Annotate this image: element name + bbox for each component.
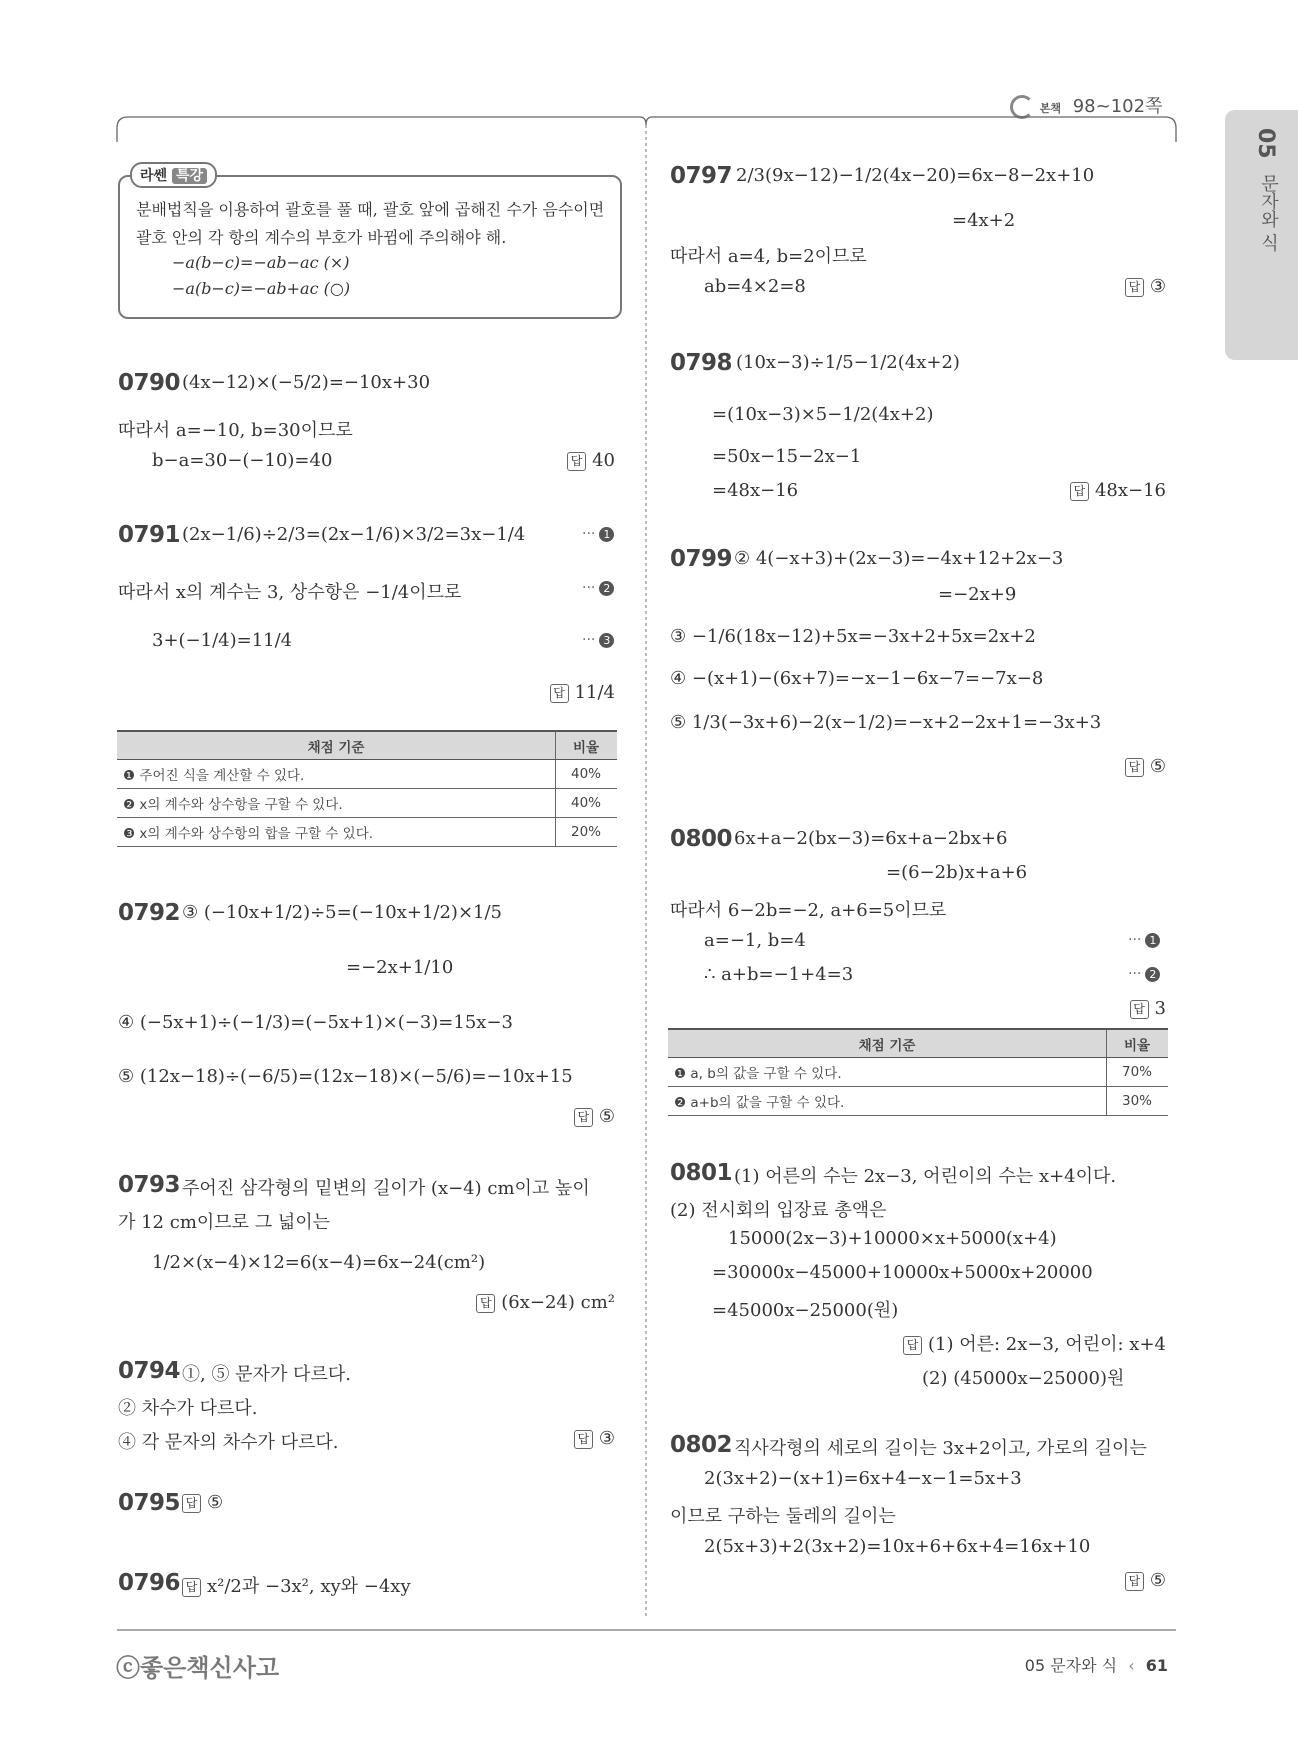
p0790-answer-text: 40 bbox=[592, 450, 615, 471]
chevron-left-icon: ‹ bbox=[1128, 1656, 1135, 1675]
table-row bbox=[668, 1087, 1168, 1116]
row-mark: ❶ bbox=[123, 768, 136, 784]
table-header-ratio: 비율 bbox=[1107, 1029, 1169, 1058]
p0798-line-1: (10x−3)÷1/5−1/2(4x+2) bbox=[736, 352, 960, 373]
p0800-line-2: =(6−2b)x+a+6 bbox=[886, 862, 1028, 883]
p0802-line-4: 2(5x+3)+2(3x+2)=10x+6+6x+4=16x+10 bbox=[704, 1536, 1091, 1557]
answer-icon: 답 bbox=[1125, 1572, 1144, 1591]
p0798-answer bbox=[1070, 480, 1166, 501]
problem-number-0800: 0800 bbox=[670, 826, 733, 852]
p0799-line-5: ⑤ 1/3(−3x+6)−2(x−1/2)=−x+2−2x+1=−3x+3 bbox=[670, 712, 1102, 733]
row-text: a, b의 값을 구할 수 있다. bbox=[690, 1066, 842, 1082]
p0801-answer-1 bbox=[903, 1330, 1166, 1356]
p0799-line-2: =−2x+9 bbox=[938, 584, 1017, 605]
row-ratio: 40% bbox=[556, 789, 618, 818]
p0799-answer bbox=[1125, 756, 1166, 777]
answer-icon: 답 bbox=[567, 452, 586, 471]
row-ratio: 20% bbox=[556, 818, 618, 847]
p0791-line-3: 3+(−1/4)=11/4 bbox=[152, 630, 293, 651]
problem-number-0791: 0791 bbox=[118, 522, 181, 548]
p0801-line-5: =45000x−25000(원) bbox=[712, 1300, 899, 1321]
answer-icon: 답 bbox=[182, 1578, 201, 1597]
tip-line-4: −a(b−c)=−ab+ac (○) bbox=[172, 279, 351, 298]
answer-icon: 답 bbox=[1125, 758, 1144, 777]
p0801-line-4: =30000x−45000+10000x+5000x+20000 bbox=[712, 1262, 1093, 1283]
p0797-answer-text: ③ bbox=[1149, 276, 1166, 297]
footer-chapter bbox=[1025, 1653, 1168, 1676]
step-marker-1 bbox=[582, 526, 614, 542]
tip-badge bbox=[130, 162, 217, 188]
step-marker-2 bbox=[1128, 966, 1160, 982]
p0798-line-3: =50x−15−2x−1 bbox=[712, 446, 862, 467]
p0799-line-4: ④ −(x+1)−(6x+7)=−x−1−6x−7=−7x−8 bbox=[670, 668, 1044, 689]
p0802-answer-text: ⑤ bbox=[1149, 1570, 1166, 1591]
p0802-answer bbox=[1125, 1570, 1166, 1591]
p0797-line-2: =4x+2 bbox=[952, 210, 1016, 231]
p0797-line-4: ab=4×2=8 bbox=[704, 276, 806, 297]
problem-number-0795: 0795 bbox=[118, 1490, 181, 1516]
p0800-line-3: 따라서 6−2b=−2, a+6=5이므로 bbox=[670, 900, 947, 921]
p0799-line-3: ③ −1/6(18x−12)+5x=−3x+2+5x=2x+2 bbox=[670, 626, 1036, 647]
problem-number-0798: 0798 bbox=[670, 350, 733, 376]
p0800-line-1: 6x+a−2(bx−3)=6x+a−2bx+6 bbox=[734, 828, 1008, 849]
problem-number-0802: 0802 bbox=[670, 1432, 733, 1458]
answer-icon: 답 bbox=[574, 1430, 593, 1449]
p0794-answer bbox=[574, 1428, 615, 1449]
tip-badge-b: 특강 bbox=[172, 168, 207, 184]
p0794-line-2: ② 차수가 다르다. bbox=[118, 1398, 258, 1419]
p0800-line-5: ∴ a+b=−1+4=3 bbox=[704, 964, 854, 985]
p0799-line-1: ② 4(−x+3)+(2x−3)=−4x+12+2x−3 bbox=[734, 548, 1064, 569]
page-number: 61 bbox=[1145, 1656, 1168, 1675]
table-row bbox=[117, 818, 617, 847]
chapter-title: 문자와 식 bbox=[1258, 174, 1279, 252]
p0794-line-3: ④ 각 문자의 차수가 다르다. bbox=[118, 1432, 339, 1453]
row-mark: ❸ bbox=[123, 826, 136, 842]
p0798-line-2: =(10x−3)×5−1/2(4x+2) bbox=[712, 404, 934, 425]
chapter-number: 05 bbox=[1253, 128, 1278, 159]
row-ratio: 70% bbox=[1107, 1058, 1169, 1087]
problem-number-0790: 0790 bbox=[118, 370, 181, 396]
problem-number-0801: 0801 bbox=[670, 1160, 733, 1186]
p0791-line-2: 따라서 x의 계수는 3, 상수항은 −1/4이므로 bbox=[118, 582, 462, 603]
p0801-answer-text-1: (1) 어른: 2x−3, 어린이: x+4 bbox=[928, 1334, 1166, 1355]
tip-box bbox=[118, 168, 622, 319]
p0797-line-3: 따라서 a=4, b=2이므로 bbox=[670, 246, 867, 267]
row-ratio: 40% bbox=[556, 760, 618, 789]
step-dots: ··· bbox=[582, 526, 596, 542]
chapter-tab[interactable] bbox=[1225, 110, 1298, 360]
answer-icon: 답 bbox=[1130, 1000, 1149, 1019]
p0790-answer bbox=[567, 450, 615, 471]
table-row bbox=[117, 760, 617, 789]
row-text: x의 계수와 상수항의 합을 구할 수 있다. bbox=[139, 826, 374, 842]
row-ratio: 30% bbox=[1107, 1087, 1169, 1116]
p0791-answer-text: 11/4 bbox=[574, 682, 615, 703]
tip-badge-a: 라쎈 bbox=[140, 168, 168, 184]
grading-table-0791 bbox=[117, 730, 617, 847]
ref-pages: 98~102쪽 bbox=[1072, 96, 1163, 117]
p0798-line-4: =48x−16 bbox=[712, 480, 799, 501]
p0796-answer bbox=[182, 1572, 411, 1598]
p0801-line-3: 15000(2x−3)+10000×x+5000(x+4) bbox=[728, 1228, 1057, 1249]
table-header-criteria: 채점 기준 bbox=[117, 731, 556, 760]
p0790-line-1: (4x−12)×(−5/2)=−10x+30 bbox=[182, 372, 431, 393]
grading-table-0800 bbox=[668, 1028, 1168, 1116]
p0792-line-4: ⑤ (12x−18)÷(−6/5)=(12x−18)×(−5/6)=−10x+15 bbox=[118, 1066, 573, 1087]
problem-number-0796: 0796 bbox=[118, 1570, 181, 1596]
table-header-ratio: 비율 bbox=[556, 731, 618, 760]
p0792-line-1: ③ (−10x+1/2)÷5=(−10x+1/2)×1/5 bbox=[182, 902, 502, 923]
step-number: 1 bbox=[1145, 933, 1160, 948]
p0799-answer-text: ⑤ bbox=[1149, 756, 1166, 777]
p0801-answer-text-2: (2) (45000x−25000)원 bbox=[922, 1368, 1125, 1389]
p0801-line-1: (1) 어른의 수는 2x−3, 어린이의 수는 x+4이다. bbox=[734, 1166, 1117, 1187]
p0792-line-2: =−2x+1/10 bbox=[346, 957, 454, 978]
problem-number-0794: 0794 bbox=[118, 1358, 181, 1384]
step-dots: ··· bbox=[582, 580, 596, 596]
table-header-criteria: 채점 기준 bbox=[668, 1029, 1107, 1058]
p0790-line-2: 따라서 a=−10, b=30이므로 bbox=[118, 420, 353, 441]
p0800-line-4: a=−1, b=4 bbox=[704, 930, 806, 951]
table-row bbox=[117, 789, 617, 818]
step-number: 2 bbox=[599, 581, 614, 596]
row-mark: ❷ bbox=[123, 797, 136, 813]
step-marker-1 bbox=[1128, 932, 1160, 948]
p0794-line-1: ①, ⑤ 문자가 다르다. bbox=[182, 1364, 351, 1385]
step-number: 2 bbox=[1145, 967, 1160, 982]
tip-line-1: 분배법칙을 이용하여 괄호를 풀 때, 괄호 앞에 곱해진 수가 음수이면 bbox=[136, 200, 605, 219]
step-dots: ··· bbox=[1128, 932, 1142, 948]
p0795-answer bbox=[182, 1492, 223, 1513]
step-number: 1 bbox=[599, 527, 614, 542]
answer-icon: 답 bbox=[476, 1294, 495, 1313]
p0797-line-1: 2/3(9x−12)−1/2(4x−20)=6x−8−2x+10 bbox=[736, 165, 1095, 186]
step-number: 3 bbox=[599, 633, 614, 648]
footer-chapter-title: 05 문자와 식 bbox=[1024, 1656, 1118, 1675]
p0792-answer bbox=[574, 1106, 615, 1127]
p0798-answer-text: 48x−16 bbox=[1094, 480, 1166, 501]
p0800-answer bbox=[1130, 998, 1166, 1019]
row-text: a+b의 값을 구할 수 있다. bbox=[690, 1095, 845, 1111]
problem-number-0799: 0799 bbox=[670, 546, 733, 572]
table-row bbox=[668, 1058, 1168, 1087]
problem-number-0793: 0793 bbox=[118, 1172, 181, 1198]
p0793-answer-text: (6x−24) cm² bbox=[501, 1292, 615, 1313]
p0792-line-3: ④ (−5x+1)÷(−1/3)=(−5x+1)×(−3)=15x−3 bbox=[118, 1012, 513, 1033]
tip-line-2: 괄호 안의 각 항의 계수의 부호가 바뀜에 주의해야 해. bbox=[136, 228, 507, 247]
p0790-line-3: b−a=30−(−10)=40 bbox=[152, 450, 333, 471]
step-marker-3 bbox=[582, 632, 614, 648]
answer-icon: 답 bbox=[1125, 278, 1144, 297]
tip-line-3: −a(b−c)=−ab−ac (×) bbox=[172, 253, 350, 272]
p0793-line-1: 주어진 삼각형의 밑변의 길이가 (x−4) cm이고 높이 bbox=[182, 1178, 590, 1199]
p0796-answer-text: x²/2과 −3x², xy와 −4xy bbox=[207, 1576, 411, 1597]
step-marker-2 bbox=[582, 580, 614, 596]
publisher-logo: ⓒ좋은책신사고 bbox=[116, 1654, 280, 1682]
p0800-answer-text: 3 bbox=[1154, 998, 1166, 1019]
p0793-line-2: 가 12 cm이므로 그 넓이는 bbox=[118, 1212, 331, 1233]
row-text: 주어진 식을 계산할 수 있다. bbox=[139, 768, 305, 784]
answer-icon: 답 bbox=[182, 1494, 201, 1513]
problem-number-0797: 0797 bbox=[670, 163, 733, 189]
p0793-line-3: 1/2×(x−4)×12=6(x−4)=6x−24(cm²) bbox=[152, 1252, 486, 1273]
p0797-answer bbox=[1125, 276, 1166, 297]
p0802-line-2: 2(3x+2)−(x+1)=6x+4−x−1=5x+3 bbox=[704, 1468, 1022, 1489]
row-mark: ❷ bbox=[674, 1095, 687, 1111]
problem-number-0792: 0792 bbox=[118, 900, 181, 926]
step-dots: ··· bbox=[1128, 966, 1142, 982]
p0802-line-1: 직사각형의 세로의 길이는 3x+2이고, 가로의 길이는 bbox=[734, 1438, 1147, 1459]
p0802-line-3: 이므로 구하는 둘레의 길이는 bbox=[670, 1506, 896, 1527]
ref-label: 본책 bbox=[1039, 102, 1061, 115]
p0791-answer bbox=[550, 682, 615, 703]
p0793-answer bbox=[476, 1292, 615, 1313]
p0794-answer-text: ③ bbox=[598, 1428, 615, 1449]
step-dots: ··· bbox=[582, 632, 596, 648]
p0801-line-2: (2) 전시회의 입장료 총액은 bbox=[670, 1200, 887, 1221]
row-mark: ❶ bbox=[674, 1066, 687, 1082]
p0791-line-1: (2x−1/6)÷2/3=(2x−1/6)×3/2=3x−1/4 bbox=[182, 524, 526, 545]
answer-icon: 답 bbox=[903, 1336, 922, 1355]
p0792-answer-text: ⑤ bbox=[598, 1106, 615, 1127]
answer-icon: 답 bbox=[550, 684, 569, 703]
row-text: x의 계수와 상수항을 구할 수 있다. bbox=[139, 797, 343, 813]
answer-icon: 답 bbox=[1070, 482, 1089, 501]
answer-icon: 답 bbox=[574, 1108, 593, 1127]
p0795-answer-text: ⑤ bbox=[207, 1492, 224, 1513]
